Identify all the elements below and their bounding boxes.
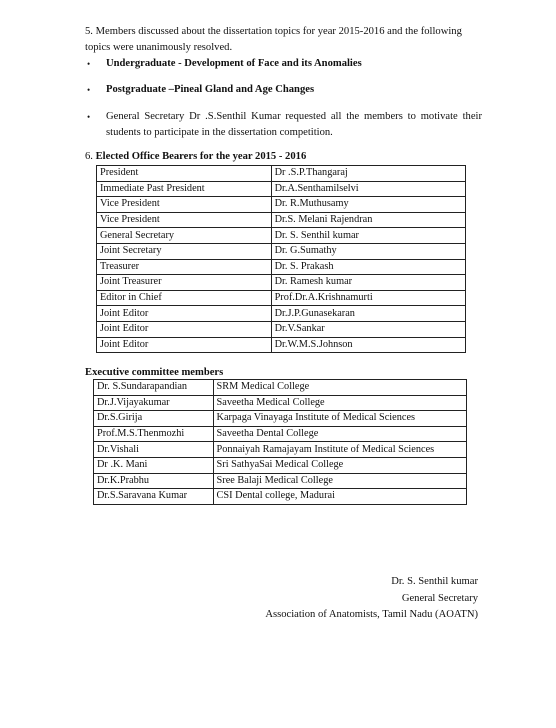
office-bearer-row-label: Editor in Chief — [97, 290, 272, 306]
office-bearers-heading — [85, 150, 306, 164]
executive-member-row-value: Saveetha Medical College — [213, 395, 466, 411]
office-bearer-row — [97, 243, 466, 259]
office-bearer-row-value: Dr.A.Senthamilselvi — [271, 181, 465, 197]
executive-member-row-value: Sri SathyaSai Medical College — [213, 457, 466, 473]
office-bearer-row — [97, 259, 466, 275]
bullet-text: Postgraduate –Pineal Gland and Age Changes — [106, 84, 315, 95]
office-bearer-row — [97, 290, 466, 306]
office-bearer-row-label: Joint Secretary — [97, 243, 272, 259]
office-bearer-row-value: Dr. S. Senthil kumar — [271, 228, 465, 244]
office-bearer-row-value: Dr. S. Prakash — [271, 259, 465, 275]
office-bearer-row-value: Dr. R.Muthusamy — [271, 197, 465, 213]
office-bearer-row-label: Joint Editor — [97, 337, 272, 353]
executive-member-row-value: Ponnaiyah Ramajayam Institute of Medical Sciences — [213, 442, 466, 458]
executive-member-row — [94, 426, 467, 442]
executive-member-row-label: Dr.K.Prabhu — [94, 473, 214, 489]
executive-member-row — [94, 395, 467, 411]
office-bearer-row-label: Vice President — [97, 197, 272, 213]
executive-member-row-value: Karpaga Vinayaga Institute of Medical Sciences — [213, 411, 466, 427]
intro-paragraph — [85, 24, 477, 56]
signature-name: Dr. S. Senthil kumar — [391, 576, 478, 587]
executive-heading: Executive committee members — [85, 367, 224, 378]
office-bearer-row-value: Dr. G.Sumathy — [271, 243, 465, 259]
executive-member-row — [94, 442, 467, 458]
executive-member-row — [94, 473, 467, 489]
office-bearer-row — [97, 212, 466, 228]
executive-member-row — [94, 457, 467, 473]
office-bearer-row-value: Dr.S. Melani Rajendran — [271, 212, 465, 228]
bullet-text: Undergraduate - Development of Face and its Anomalies — [106, 58, 362, 69]
executive-member-row-value: Saveetha Dental College — [213, 426, 466, 442]
office-bearer-row — [97, 321, 466, 337]
office-bearers-table — [96, 165, 466, 353]
executive-member-row-label: Dr .K. Mani — [94, 457, 214, 473]
office-bearer-row-label: President — [97, 166, 272, 182]
signature-block — [265, 574, 478, 624]
office-bearer-row-label: Vice President — [97, 212, 272, 228]
office-bearer-row — [97, 228, 466, 244]
executive-member-row-label: Dr.J.Vijayakumar — [94, 395, 214, 411]
executive-member-row-value: CSI Dental college, Madurai — [213, 489, 466, 505]
office-bearer-row — [97, 181, 466, 197]
executive-member-row — [94, 380, 467, 396]
office-bearer-row — [97, 337, 466, 353]
executive-member-row-label: Dr. S.Sundarapandian — [94, 380, 214, 396]
executive-member-row-label: Dr.S.Girija — [94, 411, 214, 427]
executive-member-row-label: Prof.M.S.Thenmozhi — [94, 426, 214, 442]
section-number: 6. — [85, 151, 93, 162]
intro-line-2: topics were unanimously resolved. — [85, 42, 233, 53]
executive-member-row-value: Sree Balaji Medical College — [213, 473, 466, 489]
executive-member-row — [94, 489, 467, 505]
office-bearer-row-label: Joint Editor — [97, 321, 272, 337]
executive-table — [93, 379, 467, 505]
bullet-icon: • — [87, 112, 91, 122]
bullet-icon: • — [87, 85, 91, 95]
office-bearer-row-label: General Secretary — [97, 228, 272, 244]
office-bearer-row — [97, 306, 466, 322]
signature-role: General Secretary — [401, 592, 478, 604]
executive-member-row-label: Dr.S.Saravana Kumar — [94, 489, 214, 505]
office-bearer-row-value: Dr.J.P.Gunasekaran — [271, 306, 465, 322]
office-bearer-row-value: Dr .S.P.Thangaraj — [271, 166, 465, 182]
office-bearer-row — [97, 275, 466, 291]
office-bearer-row — [97, 166, 466, 182]
office-bearer-row-label: Joint Treasurer — [97, 275, 272, 291]
signature-org: Association of Anatomists, Tamil Nadu (AOATN) — [265, 609, 478, 620]
office-bearer-row-label: Joint Editor — [97, 306, 272, 322]
office-bearer-row-value: Prof.Dr.A.Krishnamurti — [271, 290, 465, 306]
office-bearer-row — [97, 197, 466, 213]
bullet-text: General Secretary Dr .S.Senthil Kumar requested all the members to motivate their students to participate in the dissertation competition. — [106, 111, 482, 138]
executive-member-row — [94, 411, 467, 427]
intro-line-1: 5. Members discussed about the dissertation topics for year 2015-2016 and the following — [85, 26, 462, 37]
executive-member-row-label: Dr.Vishali — [94, 442, 214, 458]
office-bearer-row-label: Treasurer — [97, 259, 272, 275]
office-bearer-row-value: Dr. Ramesh kumar — [271, 275, 465, 291]
office-bearer-row-label: Immediate Past President — [97, 181, 272, 197]
bullet-icon: • — [87, 59, 91, 69]
office-bearers-title: Elected Office Bearers for the year 2015 - 2016 — [95, 151, 307, 162]
office-bearer-row-value: Dr.V.Sankar — [271, 321, 465, 337]
office-bearer-row-value: Dr.W.M.S.Johnson — [271, 337, 465, 353]
executive-member-row-value: SRM Medical College — [213, 380, 466, 396]
